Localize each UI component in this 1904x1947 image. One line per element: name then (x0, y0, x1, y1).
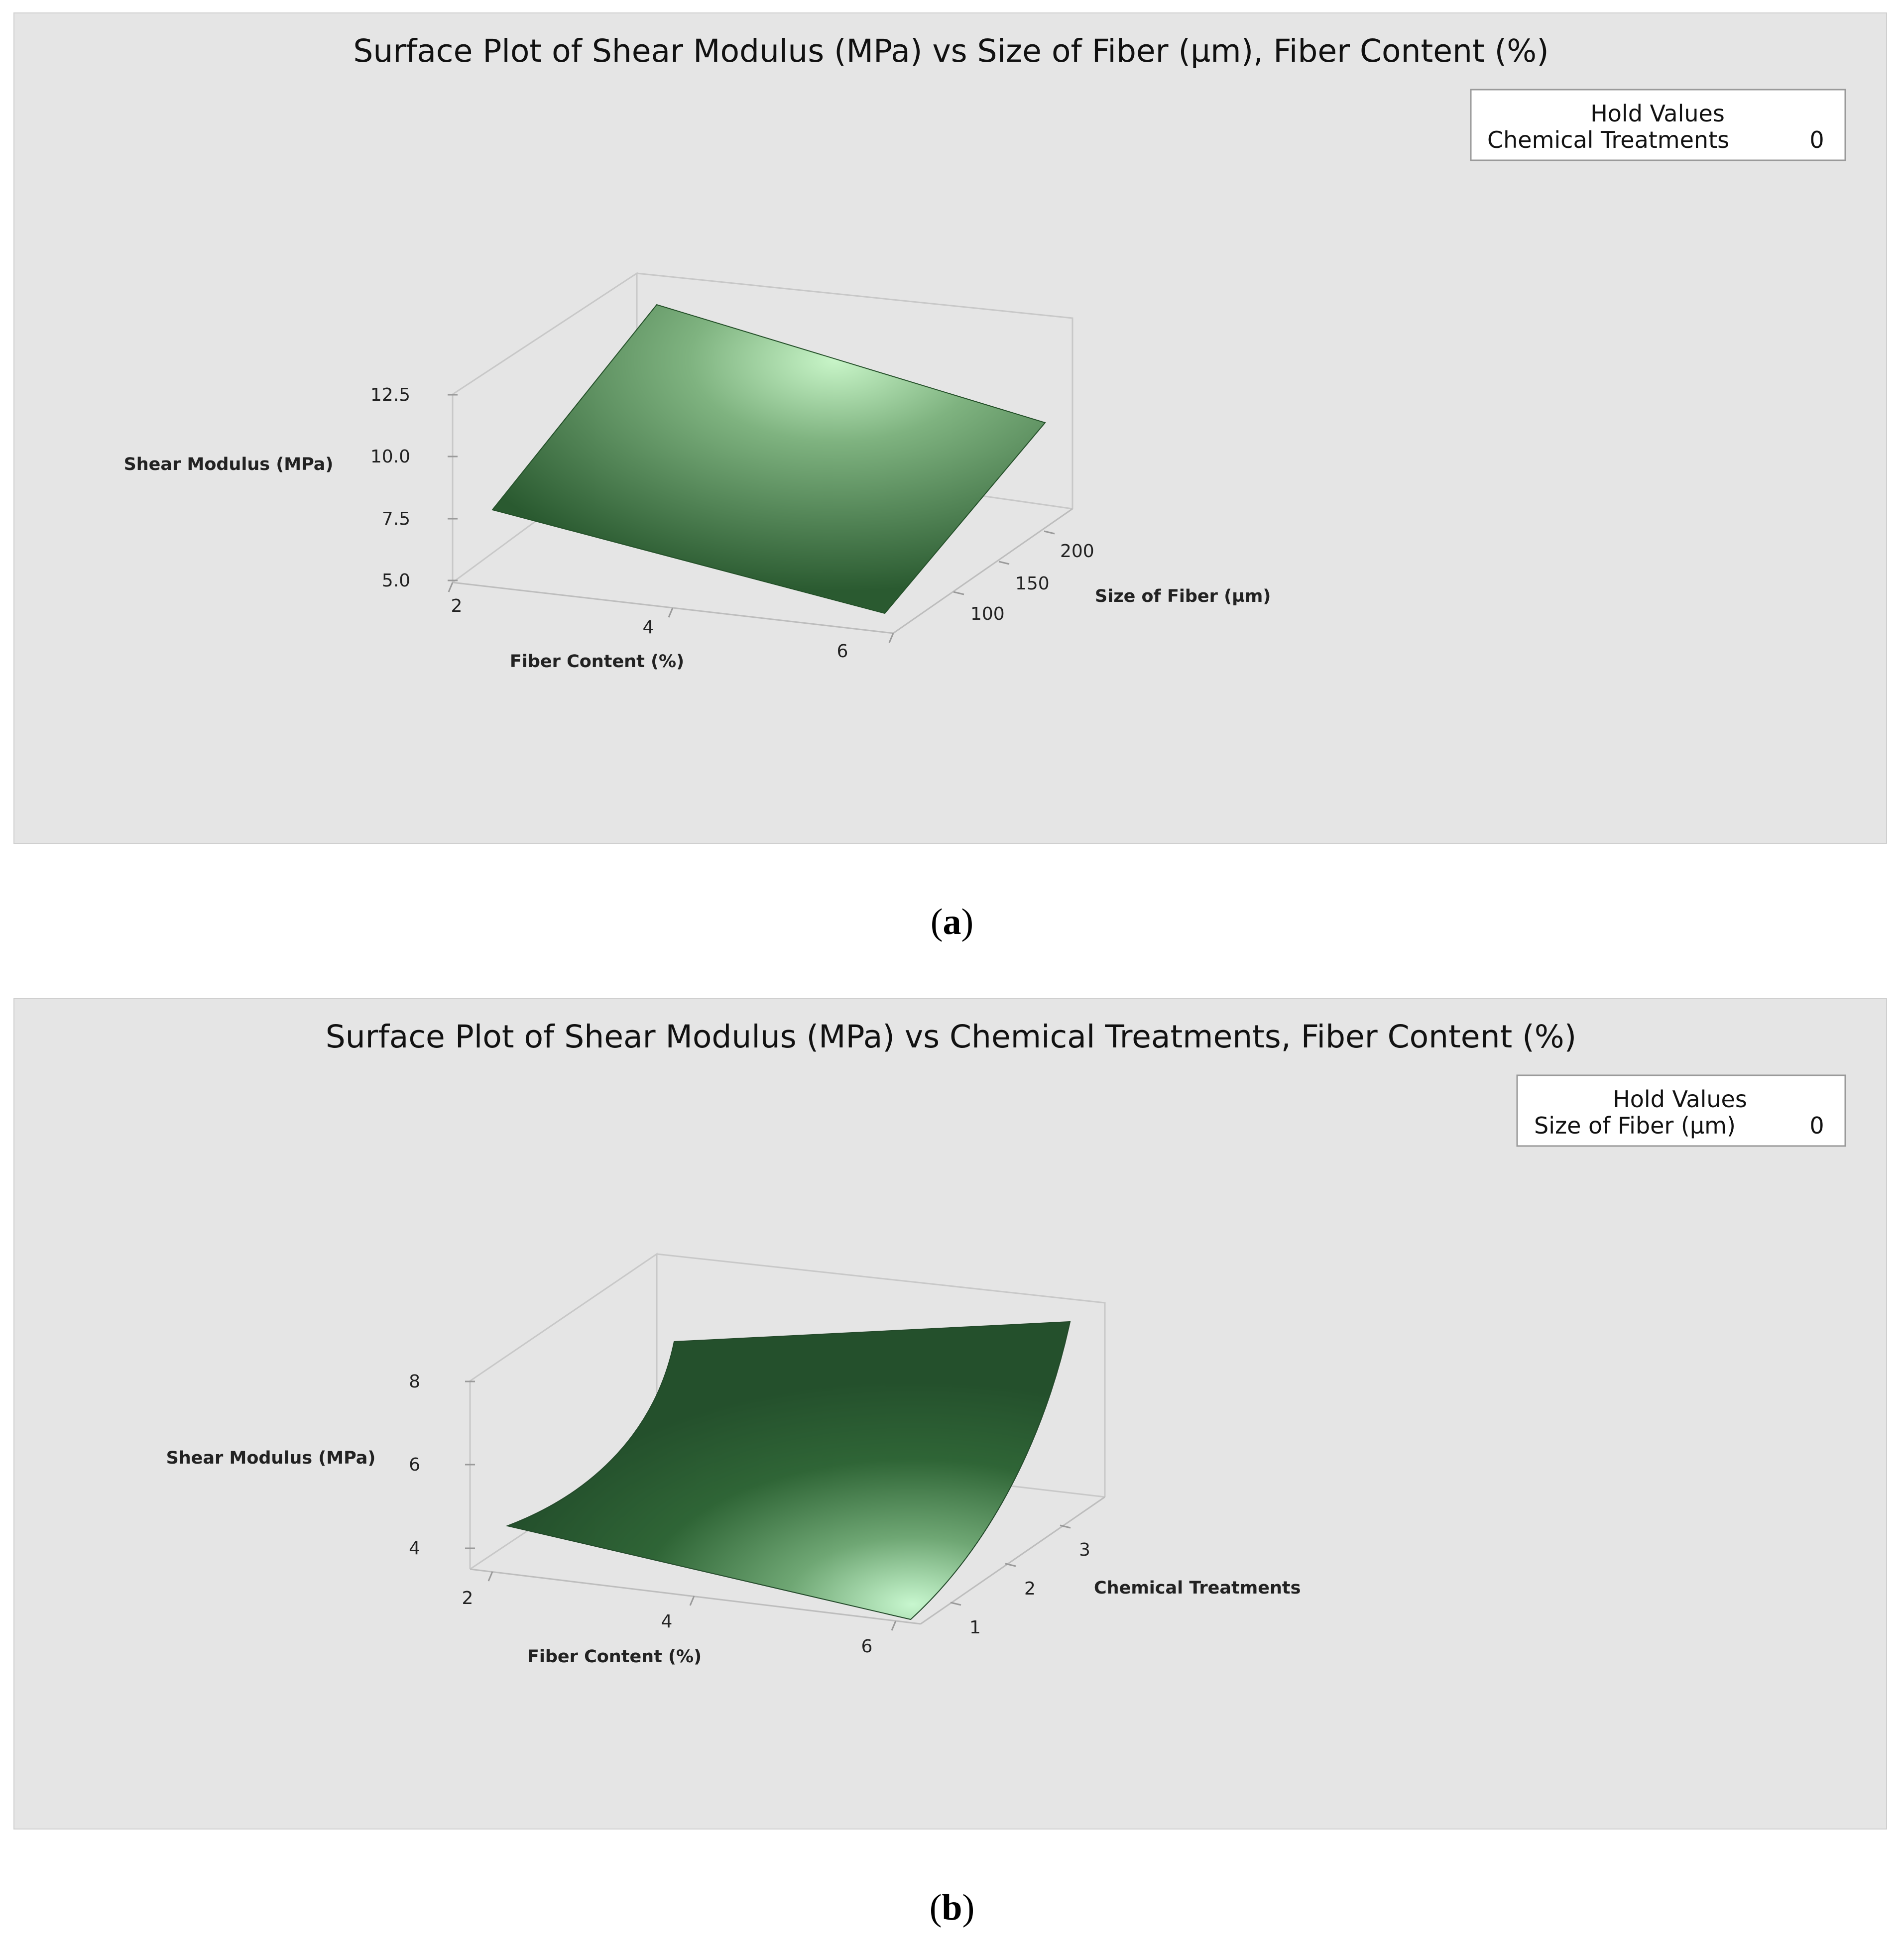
x-tick-label: 6 (836, 641, 848, 662)
x-axis-label: Fiber Content (%) (527, 1647, 702, 1667)
z-tick-label: 7.5 (381, 509, 410, 529)
x-tick-label: 4 (642, 617, 654, 638)
x-tick-label: 2 (462, 1588, 474, 1608)
y-tick-label: 200 (1060, 541, 1094, 562)
y-tick-label: 100 (970, 604, 1005, 624)
y-tick-label: 150 (1015, 573, 1050, 594)
surface-a (492, 305, 1045, 613)
chart-title: Surface Plot of Shear Modulus (MPa) vs Chemical Treatments, Fiber Content (%) (325, 1019, 1577, 1055)
x-tick-label: 2 (451, 596, 463, 616)
caption-a-letter: a (943, 902, 961, 942)
hold-values-box (1471, 90, 1845, 160)
chart-title: Surface Plot of Shear Modulus (MPa) vs Size of Fiber (µm), Fiber Content (%) (353, 33, 1549, 69)
y-axis-label: Chemical Treatments (1094, 1578, 1301, 1598)
hold-values-value: 0 (1809, 126, 1824, 153)
hold-values-box (1517, 1075, 1845, 1146)
surface-plot-b (14, 999, 1888, 1831)
surface-b (507, 1322, 1070, 1619)
z-tick-label: 6 (409, 1455, 420, 1475)
hold-values-label: Size of Fiber (µm) (1534, 1112, 1736, 1139)
x-tick-label: 4 (661, 1611, 673, 1632)
hold-values-header: Hold Values (1613, 1086, 1747, 1113)
z-tick-label: 10.0 (370, 447, 410, 467)
chart-panel-b (13, 998, 1887, 1830)
caption-b-letter: b (942, 1887, 962, 1928)
hold-values-value: 0 (1809, 1112, 1824, 1139)
x-tick-label: 6 (861, 1636, 873, 1657)
caption-a: (a) (930, 902, 974, 942)
z-axis-label: Shear Modulus (MPa) (166, 1448, 376, 1468)
y-axis-label: Size of Fiber (µm) (1095, 586, 1271, 606)
surface-plot-a (14, 13, 1888, 845)
hold-values-header: Hold Values (1590, 100, 1725, 127)
y-tick-label: 2 (1024, 1579, 1036, 1599)
x-axis-label: Fiber Content (%) (509, 652, 685, 672)
hold-values-label: Chemical Treatments (1487, 126, 1730, 153)
z-tick-label: 12.5 (370, 385, 410, 405)
y-tick-label: 1 (969, 1617, 981, 1638)
z-tick-label: 5.0 (381, 571, 410, 591)
z-tick-label: 8 (409, 1372, 420, 1392)
z-tick-label: 4 (409, 1538, 420, 1559)
y-tick-label: 3 (1079, 1540, 1090, 1560)
caption-b: (b) (929, 1887, 975, 1928)
z-axis-label: Shear Modulus (MPa) (123, 455, 334, 474)
chart-panel-a (13, 12, 1887, 844)
